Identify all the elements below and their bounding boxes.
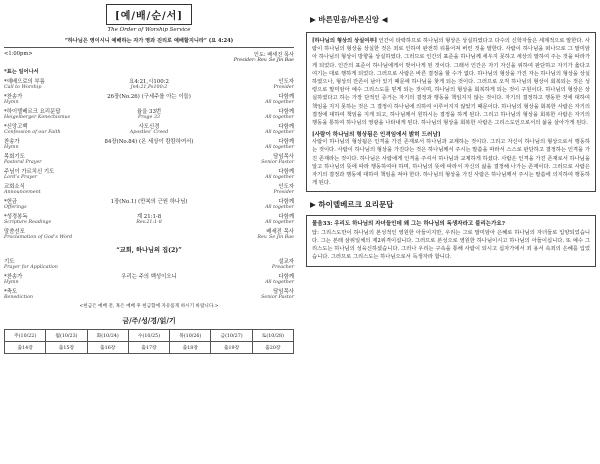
bible-day-cell: 주(10/22) <box>5 330 46 342</box>
worship-order-panel <box>4 4 294 460</box>
order-item-top <box>4 182 294 190</box>
order-item-name-en: Offerings <box>4 205 27 210</box>
order-item-name-en: Benediction <box>4 295 34 300</box>
order-item-english <box>4 220 294 225</box>
order-item-name: *신앙고백 <box>4 124 28 130</box>
order-item-top <box>4 152 294 160</box>
order-item-detail <box>76 197 222 205</box>
order-item-detail <box>76 137 222 145</box>
faith-body-2: 사람이 하나님의 형상됨은 인격을 가진 존재로서 하나님과 교제하는 것이다. 그리고 자신이 하나님의 형상으로서 행동하는 것이다. 사람이 하나님의 형상을 가진다는 것은 하나님께서 주시는 말씀을 따라서 스스로 판단하고 결정하는 인격을 가진 존재라는 것이다. 하나님은 사람에게 인격을 주셔서 하나님과 교제하게 하셨다. 사람은 인격을 가진 존재로서 하나님을 알고 하나님의 뜻에 따라 행동하여야 하며, 하나님의 뜻에 따라서 자신의 삶을 결정해 나가는 존재이다. 그러므로 사람은 자기의 결정과 행동에 대하여 책임을 져야 한다. 하나님의 형상을 가진 사람은 하나님께서 주시는 말씀에 의지하여 행동하게 된다. <box>312 139 590 187</box>
order-item-role: 다함께 <box>278 274 294 280</box>
order-item-subtitle: (만복의 근원 하나님) <box>138 199 188 205</box>
order-item-top <box>4 77 294 85</box>
order-item-role-en: All together <box>265 205 294 210</box>
faith-body-1: 인간이 타락하므로 하나님의 형상은 상실하였다고 다수의 신학자들은 세계적으로 말한다. 사람이 하나님의 형상을 상실한 것은 죄로 인하여 완전히 뒤틀어져 버린 것을 말한다. 사람이 하나님을 떠나므로 그 말미암아 하나님의 형상이 방향을 상실하였다. 그러므로 인간의 표준을 하나님께 세우지 못하고 세상의 말하여 주는 것을 따라가게 되었다. 인간의 표준이 하나님에게서 벗어나게 된 것이다. 그래서 인간은 자기 자신을 위하여 판단하고 자기가 옳다고 여기는 대로 행하게 되었다. 그러므로 사람은 바른 결정을 할 수가 없다. 하나님의 형상을 가진 자는 하나님의 형상을 상실하였으나, 형상의 잔존이 남아 있기 때문에 하나님을 찾게 되는 것이다. 그러므로 오직 하나님의 형상이 회복되는 것은 성령으로 말미암아 예수 그리스도를 믿게 되는 것이며, 하나님의 형상을 회복하게 되는 것이 구원이다. 하나님의 형상은 상실하였다고 하는 가장 단적인 증거는 자기의 결정과 행동을 책임지지 않는 것이다. 자기의 결정하고 행동한 것에 대하여 책임을 지지 못하는 것은 그 결정이 하나님에 의하여 이루어지지 않았기 때문이다. 하나님의 형상을 회복한 사람은 자기의 결정에 대하여 책임을 지게 되고, 하나님께서 원하시는 결정을 하게 된다. 그리고 하나님의 형상을 회복한 사람은 자기의 행동을 통하여 하나님의 영광을 나타내게 된다. 하나님의 형상을 회복한 사람은 그리스도인으로서의 삶을 살아가게 된다. <box>312 38 590 127</box>
order-item-role: 인도자 <box>278 79 294 85</box>
order-item-role-en: All together <box>265 115 294 120</box>
bible-chapter-cell: 출17장 <box>128 342 169 354</box>
order-item-name-en: Hymn <box>4 100 19 105</box>
order-item-ref-en: Apostles’ Creed <box>129 130 169 135</box>
order-list-after-sermon <box>4 257 294 300</box>
order-item-detail <box>76 287 222 295</box>
order-item-name-en: Lord’s Prayer <box>4 175 38 180</box>
order-item-name-en: Confession of our Faith <box>4 130 61 135</box>
order-item-ref: 26장(No.26) <box>107 94 140 100</box>
order-item-ref: 1장(No.1) <box>110 199 137 205</box>
order-item-name: *찬송가 <box>4 274 23 280</box>
order-item <box>4 197 294 210</box>
order-item-detail <box>76 272 222 280</box>
order-item-detail <box>76 107 222 115</box>
order-item-name: *하이델베르크 요리문답 <box>4 109 61 115</box>
order-item-english <box>4 295 294 300</box>
bible-chapter-cell: 출15장 <box>46 342 87 354</box>
order-item <box>4 272 294 285</box>
order-item-ref-en <box>76 235 222 240</box>
order-item-name: *축도 <box>4 289 18 295</box>
order-item-role-en: Presider <box>273 85 294 90</box>
order-item-subtitle: (구세주를 아는 이들) <box>141 94 191 100</box>
order-item-english <box>4 235 294 240</box>
order-item-ref-en <box>76 205 222 210</box>
order-item-name-en: Pastoral Prayer <box>4 160 42 165</box>
bible-day-cell: 수(10/25) <box>128 330 169 342</box>
bible-day-cell: 목(10/26) <box>170 330 211 342</box>
order-item-name-en: Prayer for Application <box>4 265 58 270</box>
order-item-role: 배세진 목사 <box>266 229 294 235</box>
faith-lead-1: [하나님의 형상의 상실여부] <box>312 38 377 44</box>
order-item-detail <box>76 77 222 85</box>
order-item-ref: 사도신경 <box>138 124 160 130</box>
order-item-ref-en <box>76 175 222 180</box>
order-item <box>4 182 294 195</box>
order-item-detail <box>76 167 222 175</box>
faith-text-1 <box>312 37 590 127</box>
order-item-ref-en <box>76 100 222 105</box>
order-item-role: 다함께 <box>278 199 294 205</box>
divider <box>4 47 294 48</box>
order-item-top <box>4 122 294 130</box>
order-item-english <box>4 265 294 270</box>
order-item-role: 다함께 <box>278 94 294 100</box>
bible-reading-table <box>4 329 294 354</box>
order-item-ref-en <box>76 190 222 195</box>
order-item-ref-en <box>76 295 222 300</box>
order-item-ref: 84장(No.84) <box>104 139 138 145</box>
order-item-role-en: All together <box>265 220 294 225</box>
order-item-detail <box>76 122 222 130</box>
service-time: <1:00pm> <box>4 51 33 57</box>
bible-chapter-cell: 출14장 <box>5 342 46 354</box>
order-item <box>4 257 294 270</box>
bible-chapter-cell: 출19장 <box>211 342 252 354</box>
order-item-subtitle: (온 세상이 캄캄하여서) <box>138 139 194 145</box>
order-item-ref-en <box>76 280 222 285</box>
order-item-role-en: All together <box>265 100 294 105</box>
bible-day-cell: 토(10/28) <box>252 330 293 342</box>
order-item-ref: 우리는 주의 백성이오니 <box>121 274 177 280</box>
order-item-top <box>4 287 294 295</box>
order-item-english <box>4 85 294 90</box>
order-item-role-en: Preacher <box>271 265 294 270</box>
order-item-english <box>4 190 294 195</box>
bible-day-cell: 화(10/24) <box>87 330 128 342</box>
order-item-ref: 율을 33번 <box>136 109 162 115</box>
catechism-heading: ▶ 하이델베르크 요리문답 <box>310 200 394 210</box>
order-item-detail <box>76 182 222 190</box>
order-item-role: 담임목사 <box>273 154 294 160</box>
order-item-role-en: Rev. Se Jin Bae <box>257 235 294 240</box>
order-item-name-en: Announcement <box>4 190 41 195</box>
order-item-name: 찬송가 <box>4 139 20 145</box>
presider: 인도: 배세진 목사 <box>253 52 294 58</box>
order-item-english <box>4 100 294 105</box>
order-item-top <box>4 137 294 145</box>
order-item-english <box>4 115 294 120</box>
faith-heading: ▶ 바른믿음/바른신앙 ◀ <box>310 15 388 24</box>
order-item-role-en: Senior Pastor <box>261 160 294 165</box>
bible-chapter-cell: 출18장 <box>170 342 211 354</box>
order-item-top <box>4 167 294 175</box>
bible-days-row <box>5 330 294 342</box>
order-item-detail <box>76 227 222 235</box>
bible-chapter-cell: 출20장 <box>252 342 293 354</box>
order-item-ref-en: Rev.21:1-8 <box>136 220 162 225</box>
order-item-name-en: Proclamation of God’s Word <box>4 235 73 240</box>
order-item <box>4 92 294 105</box>
order-item-name: 기도 <box>4 259 15 265</box>
catechism-answer: 답: 그리스도만이 하나님의 본성적인 영원한 아들이지만, 우리는 그로 말미암아 은혜로 하나님의 자녀들로 입양되었습니다. 그는 본래 삼위일체의 제2위격이십니다. 그러므로 본성으로 영원한 하나님이시고 하나님의 아들이십니다. 또 예수 그리스도는 하나님의 성육신하셨습니다. 그러나 우리는 구속을 통해 사람이 되시고 십자가에서 죄 용서 속죄의 은혜를 입었습니다. 그러므로 그리스도는 하나님으로서 독생자라 합니다. <box>312 229 590 261</box>
right-panel <box>306 4 596 460</box>
order-item-ref: 요4:21,시100:2 <box>129 79 169 85</box>
order-item-role: 다함께 <box>278 169 294 175</box>
order-item-name-en: Scripture Readings <box>4 220 52 225</box>
order-item-role: 설교자 <box>278 259 294 265</box>
order-item-role: 다함께 <box>278 109 294 115</box>
order-item-name: 주님이 가르치신 기도 <box>4 169 55 175</box>
order-item-name: *성경봉독 <box>4 214 28 220</box>
order-item <box>4 152 294 165</box>
presider-en: Presider: Rev. Se Jin Bae <box>233 58 294 63</box>
order-item <box>4 287 294 300</box>
order-item-detail <box>76 212 222 220</box>
bible-day-cell: 금(10/27) <box>211 330 252 342</box>
order-item-role: 인도자 <box>278 184 294 190</box>
order-item-name-en: Call to Worship <box>4 85 42 90</box>
order-item <box>4 167 294 180</box>
order-item-ref-en: Proge 33 <box>138 115 160 120</box>
order-item-name: *찬송가 <box>4 94 23 100</box>
order-list <box>4 77 294 240</box>
order-item-detail <box>76 257 222 265</box>
order-item-name: 교회소식 <box>4 184 25 190</box>
standing-note: *표는 일어나서 <box>4 69 39 75</box>
order-item-role-en: All together <box>265 280 294 285</box>
order-item-ref-en <box>76 145 222 150</box>
order-item-role-en: All together <box>265 130 294 135</box>
order-item-english <box>4 145 294 150</box>
order-item-detail <box>76 152 222 160</box>
order-item-ref-en <box>76 160 222 165</box>
order-item-top <box>4 212 294 220</box>
order-item-english <box>4 280 294 285</box>
order-item-ref: 계 21:1-8 <box>136 214 162 220</box>
order-item-name-en: Hymn <box>4 145 19 150</box>
sermon-title: “교회, 하나님의 집(2)” <box>116 247 182 254</box>
bible-chapters-row <box>5 342 294 354</box>
time-row <box>4 51 294 58</box>
order-item-name: 목회기도 <box>4 154 25 160</box>
order-item-english <box>4 130 294 135</box>
order-item-english <box>4 205 294 210</box>
order-item-top <box>4 227 294 235</box>
order-item-name-en: Heigelberger Konechismus <box>4 115 71 120</box>
catechism-question: 물음33: 우리도 하나님의 자녀들인데 왜 그는 하나님의 독생자라고 불리는가요? <box>312 221 505 228</box>
catechism-box <box>306 215 596 266</box>
order-item-role-en: All together <box>265 145 294 150</box>
order-item-ref-en: Jn4:21,Ps100:2 <box>130 85 168 90</box>
order-item <box>4 212 294 225</box>
order-item-top <box>4 257 294 265</box>
bulletin-title-en: The Order of Worship Service <box>107 27 191 33</box>
faith-lead-2: [사람이 하나님의 형상됨은 인격임에서 밝히 드러남] <box>312 132 441 139</box>
order-item-top <box>4 272 294 280</box>
order-item-role: 다함께 <box>278 139 294 145</box>
order-item-top <box>4 107 294 115</box>
order-item-role: 다함께 <box>278 214 294 220</box>
order-item-role-en: Presider <box>273 190 294 195</box>
order-item <box>4 107 294 120</box>
order-item-top <box>4 92 294 100</box>
bible-chapter-cell: 출16장 <box>87 342 128 354</box>
order-item-role-en: All together <box>265 175 294 180</box>
theme-verse: “하나님은 영이시니 예배하는 자가 영과 진리로 예배할지니라” (요 4:24) <box>64 38 234 44</box>
faith-box <box>306 32 596 192</box>
order-item-name-en: Hymn <box>4 280 19 285</box>
offering-note: <헌금은 예배 전, 혹은 예배 후 헌금함에 자유롭게 하시기 바랍니다.> <box>79 304 219 309</box>
order-item-english <box>4 160 294 165</box>
order-item-name: *헌금 <box>4 199 18 205</box>
order-item <box>4 77 294 90</box>
order-item-top <box>4 197 294 205</box>
order-item <box>4 122 294 135</box>
bible-day-cell: 월(10/23) <box>46 330 87 342</box>
order-item-role-en: Senior Pastor <box>261 295 294 300</box>
order-item-role: 다함께 <box>278 124 294 130</box>
bulletin-title: [예/배/순/서] <box>106 4 192 25</box>
order-item-role: 담임목사 <box>273 289 294 295</box>
order-item-ref-en <box>76 265 222 270</box>
order-item <box>4 227 294 240</box>
order-item-english <box>4 175 294 180</box>
bible-reading-title: 금/주/성/경/읽/기 <box>122 316 176 325</box>
order-item-detail <box>76 92 222 100</box>
order-item <box>4 137 294 150</box>
order-item-name: *예배으로의 부름 <box>4 79 45 85</box>
order-item-name: 말씀선포 <box>4 229 25 235</box>
